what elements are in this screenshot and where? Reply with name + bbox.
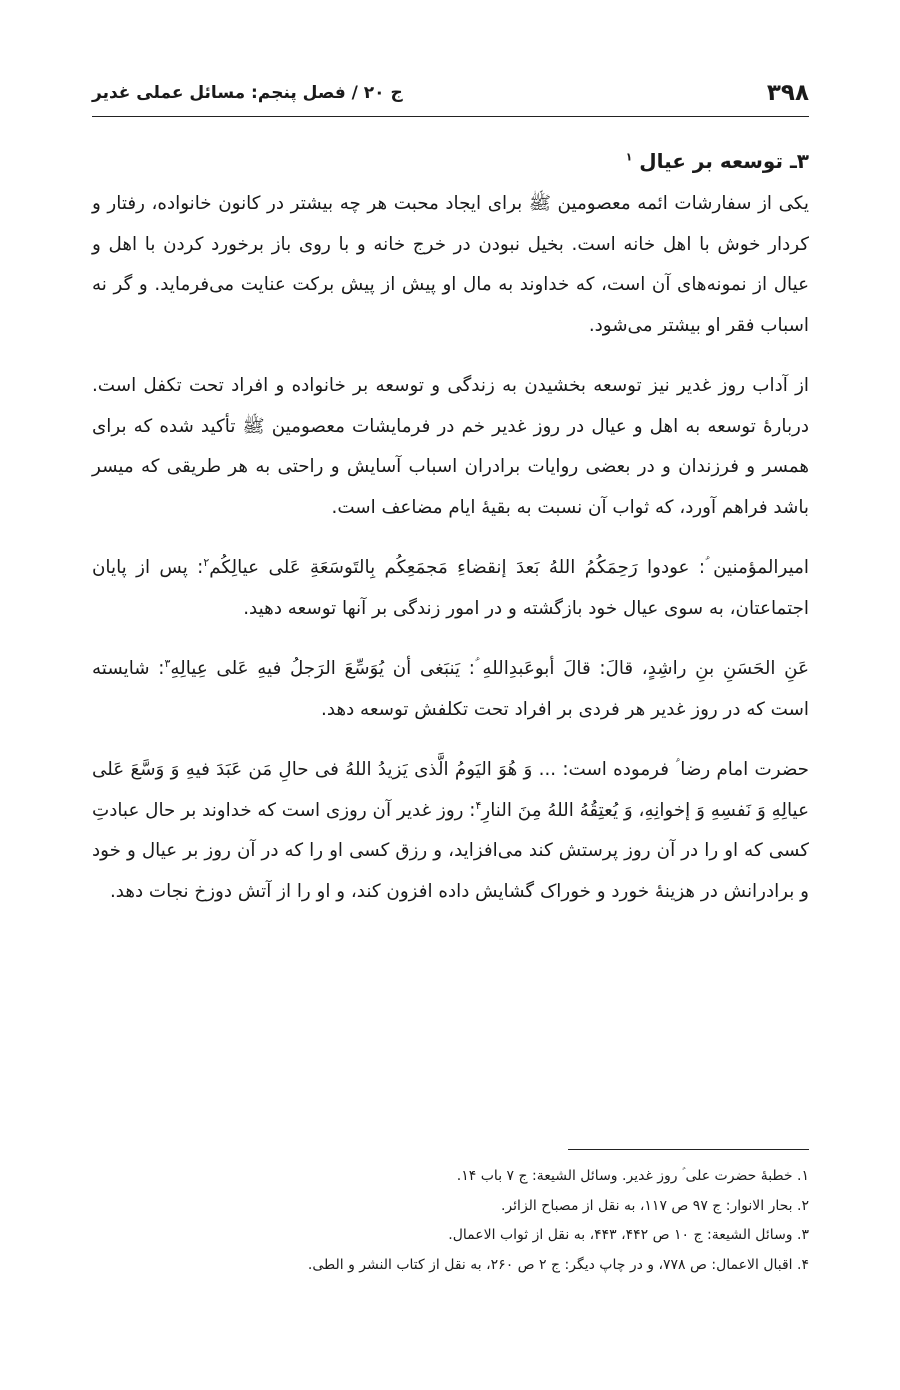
footnotes: [92, 1162, 809, 1280]
page-header: [92, 70, 809, 117]
footnote-2: ۲. بحار الانوار: ج ۹۷ ص ۱۱۷، به نقل از مصباح الزائر.: [500, 1197, 809, 1214]
section-title: [92, 142, 809, 180]
hadith-quote-1: امیرالمؤمنین ؑ: عودوا رَحِمَكُمُ اللهُ بَعدَ إنقضاءِ مَجمَعِكُم بِالتَوسَعَةِ عَلى عيالِكُم: [209, 557, 809, 578]
hadith-quote-2: عَنِ الحَسَنِ بنِ راشِدٍ، قالَ: قالَ أبوعَبدِاللهِ ؑ: يَنبَغى أن يُوَسِّعَ الرَجلُ فيهِ عَلى عِيالِهِ: [170, 658, 809, 679]
footnote-ref-4: ۴: [475, 798, 482, 812]
footnote-ref-2: ۲: [203, 555, 210, 569]
footnote-divider: [568, 1149, 809, 1150]
body-text: [92, 142, 809, 932]
footnote-ref-1: ۱: [625, 150, 633, 164]
paragraph-3: [92, 548, 809, 629]
hadith-translation-2: : شایسته است که در روز غدیر هر فردی بر افراد تحت تکلفش توسعه دهد.: [92, 658, 809, 720]
footnote-4: ۴. اقبال الاعمال: ص ۷۷۸، و در چاپ دیگر: ج ۲ ص ۲۶۰، به نقل از کتاب النشر و الطی.: [307, 1256, 809, 1273]
footnote-ref-3: ۳: [164, 656, 171, 670]
paragraph-5: [92, 750, 809, 912]
paragraph-2: از آداب روز غدیر نیز توسعه بخشیدن به زندگی و توسعه بر خانواده و افراد تحت تکفل است. دربارهٔ توسعه به اهل و عیال در روز غدیر خم در فرمایشات معصومین ﷺ تأکید شده که برای همسر و فرزندان و در بعضی روایات برادران اسباب آسایش و راحتی به هر طریقی که میسر باشد فراهم آورد، که ثواب آن نسبت به بقیهٔ ایام مضاعف است.: [92, 375, 809, 518]
page-number: ۳۹۸: [766, 80, 809, 106]
footnote-1: ۱. خطبهٔ حضرت علی ؑ روز غدیر. وسائل الشیعة: ج ۷ باب ۱۴.: [456, 1168, 809, 1184]
paragraph-4: [92, 649, 809, 730]
paragraph-1: یکی از سفارشات ائمه معصومین ﷺ برای ایجاد محبت هر چه بیشتر در کانون خانواده، رفتار و کردار خوش با اهل خانه است. بخیل نبودن در خرج خانه و با روی باز برخورد کردن با اهل و عیال از نمونه‌های آن است، که خداوند به مال او پیش از پیش برکت عنایت می‌فرماید. و گر نه اسباب فقر او بیشتر می‌شود.: [92, 193, 809, 336]
hadith-translation-1: : پس از پایان اجتماعتان، به سوی عیال خود بازگشته و در امور زندگی بر آنها توسعه دهید.: [92, 557, 809, 619]
hadith-translation-3: : روز غدیر آن روزی است که خداوند بر حال عبادتِ کسی که او را در آن روز پرستش کند می‌افزاید، و رزق کسی او را که در آن روز بر عیال و خود و برادرانش در هزینهٔ خورد و خوراک گشایش داده افزون کند، و او را از آتش دوزخ نجات دهد.: [92, 799, 809, 902]
hadith-quote-3: حضرت امام رضا ؑ فرموده است: ... وَ هُوَ اليَومُ الَّذى يَزيدُ اللهُ فى حالِ مَن عَبَدَ فيهِ وَ وَسَّعَ عَلى عيالِهِ وَ نَفسِهِ وَ إخوانِهِ، وَ يُعتِقُهُ اللهُ مِنَ النارِ: [92, 759, 809, 821]
section-title-text: ۳ـ توسعه بر عیال: [639, 149, 809, 173]
footnote-3: ۳. وسائل الشیعة: ج ۱۰ ص ۴۴۲، ۴۴۳، به نقل از ثواب الاعمال.: [448, 1227, 809, 1243]
running-title: ج ۲۰ / فصل پنجم: مسائل عملی غدیر: [92, 83, 403, 103]
